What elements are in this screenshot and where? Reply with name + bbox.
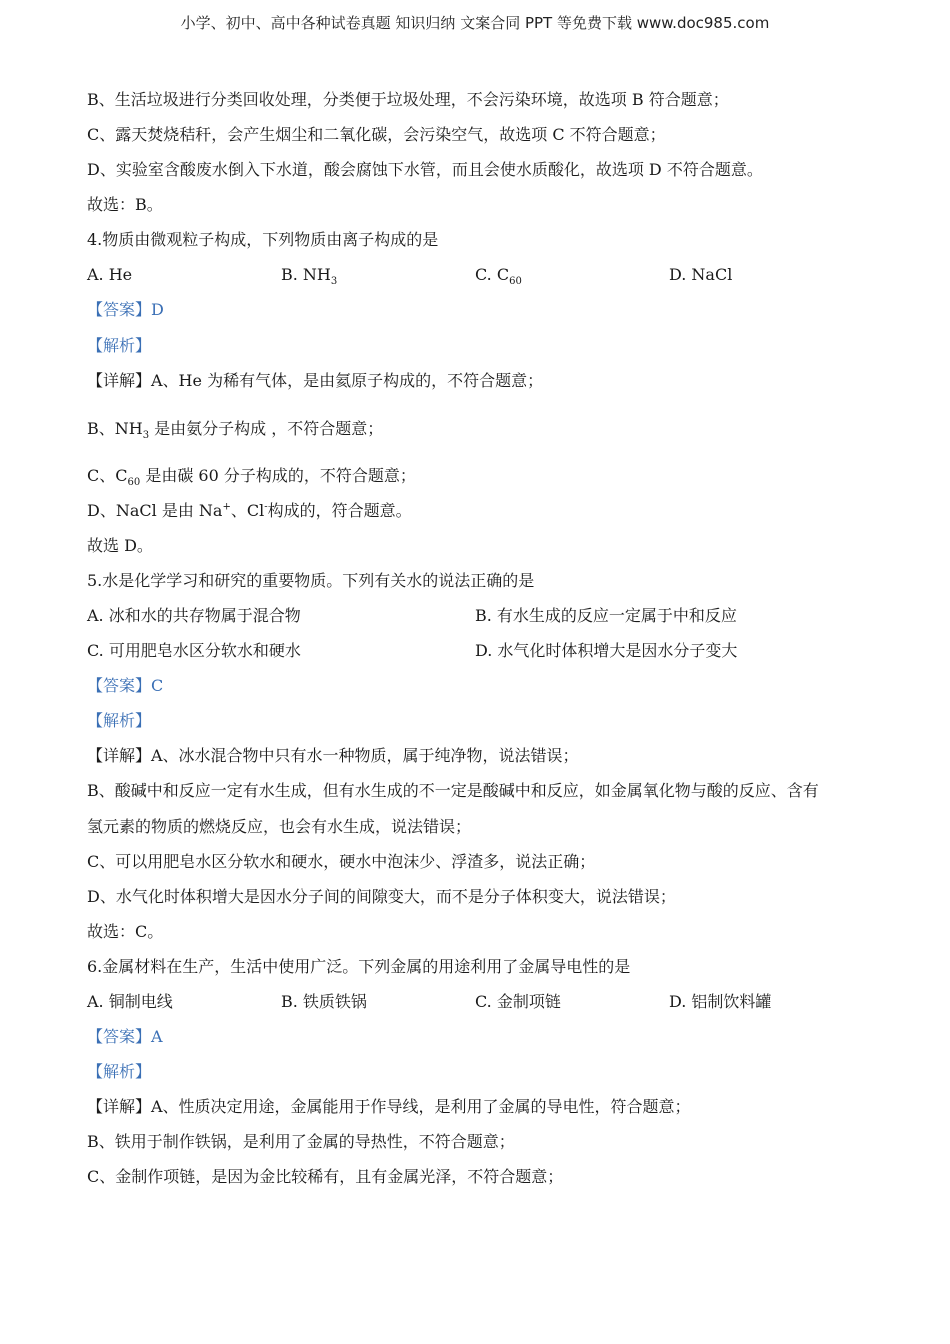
detail-line: B、酸碱中和反应一定有水生成，但有水生成的不一定是酸碱中和反应，如金属氧化物与酸的反应、含有 bbox=[87, 781, 819, 800]
question-5: 5.水是化学学习和研究的重要物质。下列有关水的说法正确的是 bbox=[87, 571, 535, 590]
detail-line: 【详解】A、He 为稀有气体，是由氦原子构成的，不符合题意； bbox=[87, 371, 544, 390]
detail-line: C、$C_{60}$ 是由碳 60 分子构成的，不符合题意； bbox=[87, 466, 416, 489]
analysis-label: 【解析】 bbox=[87, 711, 152, 730]
detail-line: B、$NH_3$ 是由氨分子构成 ，不符合题意； bbox=[87, 419, 384, 442]
conclusion-line: 故选：C。 bbox=[87, 922, 164, 941]
detail-line: 【详解】A、性质决定用途，金属能用于作导线，是利用了金属的导电性，符合题意； bbox=[87, 1097, 691, 1116]
analysis-label: 【解析】 bbox=[87, 1062, 152, 1081]
q5-option-a: A. 冰和水的共存物属于混合物 bbox=[87, 606, 301, 625]
q6-option-d: D. 铝制饮料罐 bbox=[669, 992, 772, 1011]
analysis-line: C、露天焚烧秸秆，会产生烟尘和二氧化碳，会污染空气，故选项 C 不符合题意； bbox=[87, 125, 666, 144]
analysis-line: B、生活垃圾进行分类回收处理，分类便于垃圾处理，不会污染环境，故选项 B 符合题意； bbox=[87, 90, 729, 109]
detail-line: B、铁用于制作铁锅，是利用了金属的导热性，不符合题意； bbox=[87, 1132, 515, 1151]
detail-line: D、NaCl 是由 Na+、Cl-构成的，符合题意。 bbox=[87, 501, 412, 520]
q4-option-a: A. He bbox=[87, 265, 133, 284]
detail-line: C、可以用肥皂水区分软水和硬水，硬水中泡沫少、浮渣多，说法正确； bbox=[87, 852, 596, 871]
q4-option-c: C. $C_{60}$ bbox=[475, 265, 522, 288]
page-header: 小学、初中、高中各种试卷真题 知识归纳 文案合同 PPT 等免费下载 www.doc985.com bbox=[180, 14, 770, 32]
answer-label: 【答案】C bbox=[87, 676, 164, 695]
q6-option-c: C. 金制项链 bbox=[475, 992, 561, 1011]
detail-line: 氢元素的物质的燃烧反应，也会有水生成，说法错误； bbox=[87, 817, 472, 836]
q4-option-b: B. $NH_3$ bbox=[281, 265, 338, 288]
q6-option-a: A. 铜制电线 bbox=[87, 992, 173, 1011]
conclusion-line: 故选：B。 bbox=[87, 195, 163, 214]
analysis-line: D、实验室含酸废水倒入下水道，酸会腐蚀下水管，而且会使水质酸化，故选项 D 不符合题意。 bbox=[87, 160, 763, 179]
question-6: 6.金属材料在生产，生活中使用广泛。下列金属的用途利用了金属导电性的是 bbox=[87, 957, 631, 976]
analysis-label: 【解析】 bbox=[87, 336, 152, 355]
question-4: 4.物质由微观粒子构成，下列物质由离子构成的是 bbox=[87, 230, 439, 249]
q4-option-d: D. NaCl bbox=[669, 265, 733, 284]
q5-option-d: D. 水气化时体积增大是因水分子变大 bbox=[475, 641, 738, 660]
answer-label: 【答案】A bbox=[87, 1027, 163, 1046]
q5-option-c: C. 可用肥皂水区分软水和硬水 bbox=[87, 641, 301, 660]
detail-line: C、金制作项链，是因为金比较稀有，且有金属光泽，不符合题意； bbox=[87, 1167, 564, 1186]
conclusion-line: 故选 D。 bbox=[87, 536, 153, 555]
q6-option-b: B. 铁质铁锅 bbox=[281, 992, 367, 1011]
detail-line: 【详解】A、冰水混合物中只有水一种物质，属于纯净物，说法错误； bbox=[87, 746, 579, 765]
answer-label: 【答案】D bbox=[87, 300, 164, 319]
q5-option-b: B. 有水生成的反应一定属于中和反应 bbox=[475, 606, 737, 625]
detail-line: D、水气化时体积增大是因水分子间的间隙变大，而不是分子体积变大，说法错误； bbox=[87, 887, 676, 906]
